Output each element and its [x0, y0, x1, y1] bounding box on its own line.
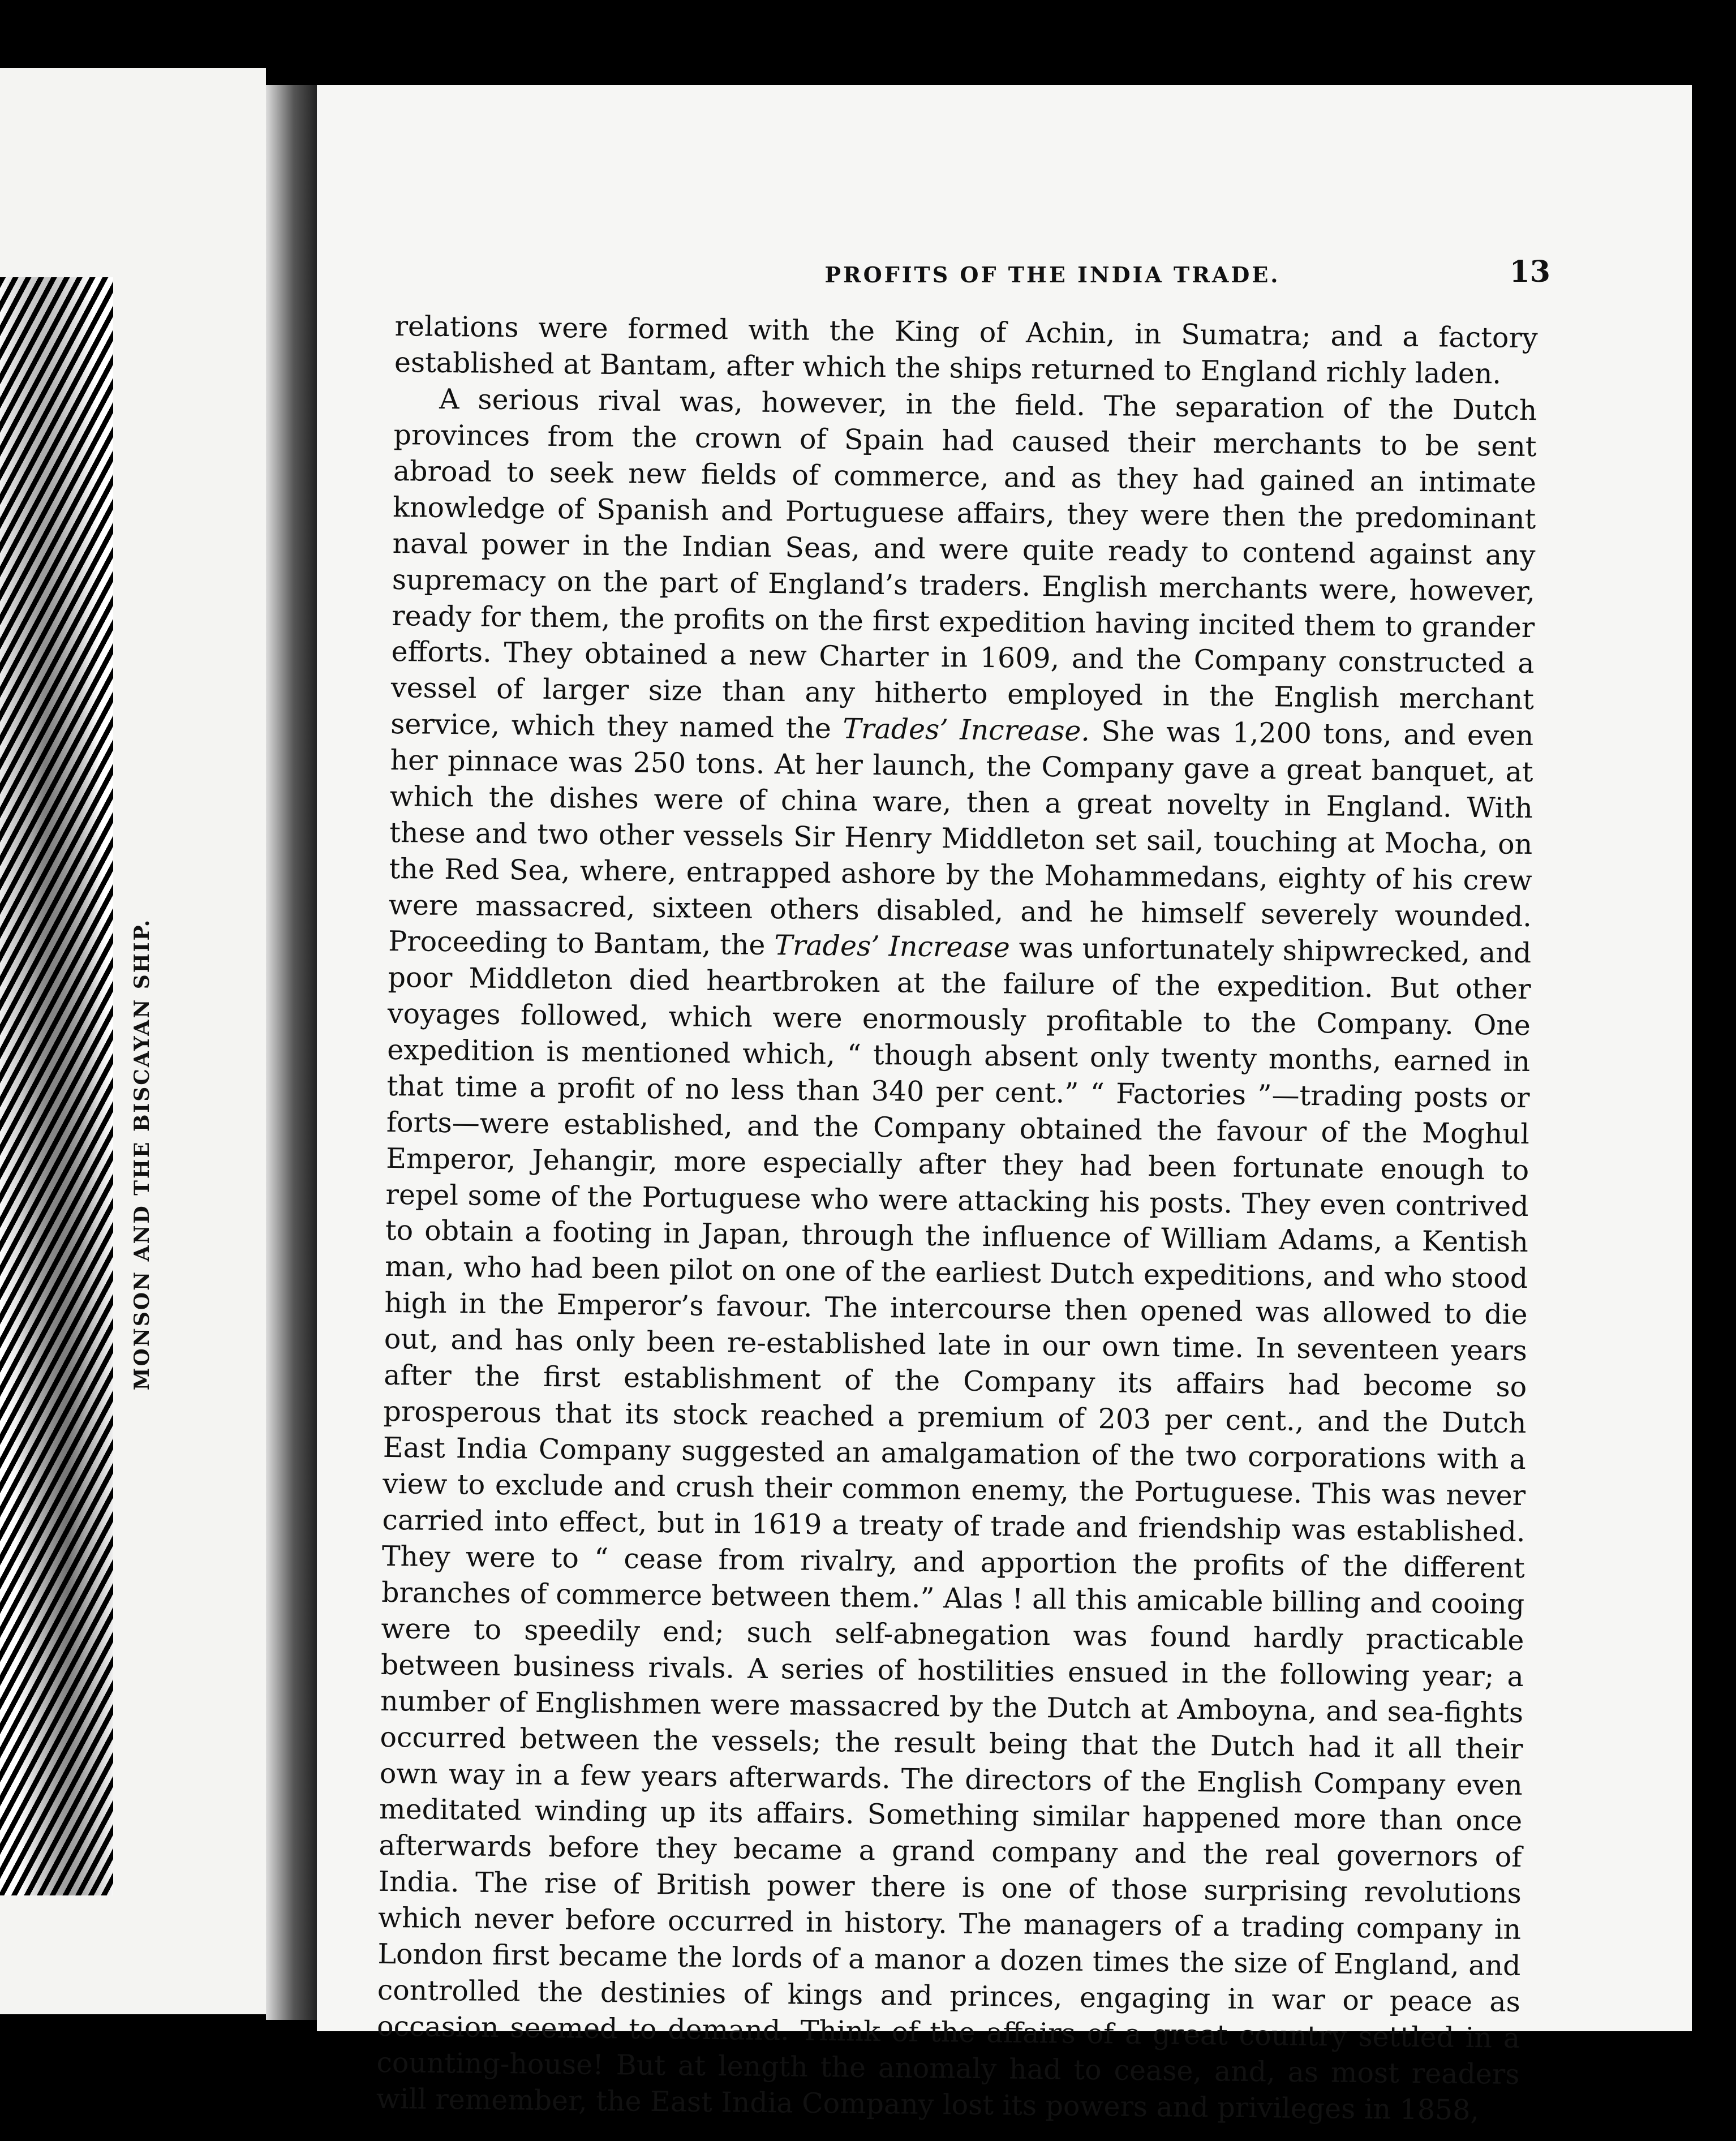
book-gutter — [266, 85, 317, 2020]
engraving-illustration — [0, 277, 113, 1895]
illustration-caption-area — [105, 905, 179, 1403]
running-head: PROFITS OF THE INDIA TRADE. — [824, 262, 1280, 287]
paragraph-2 — [376, 381, 1537, 2129]
page-number: 13 — [1509, 255, 1550, 289]
right-page — [317, 85, 1692, 2127]
body-text — [376, 308, 1538, 2129]
ship-name-italic: Trades’ Increase. — [843, 712, 1090, 748]
paragraph-2-part-b: She was 1,200 tons, and even her pinnace was 250 tons. At her launch, the Company gave a great banquet, at which the dishes were of china ware, then a great novelty in England. With these and two other vessels Sir Henry Middleton set sail, touching at Mocha, on the Red Sea, where, entrapped ashore by the Mohammedans, eighty of his crew were massacred, sixteen others disabled, and he himself severely wounded. Proceeding to Bantam, the — [388, 715, 1534, 962]
paragraph-2-part-c: was unfortunately shipwrecked, and poor Middleton died heartbroken at the failure of the expedition. But other voyages followed, which were enormously profitable to the Company. One expedition is mentioned which, “ though absent only twenty months, earned in that time a profit of no less than 340 per cent.” “ Factories ”—trading posts or forts—were established, and the Company obtained the favour of the Moghul Emperor, Jehangir, more especially after they had been fortunate enough to repel some of the Portuguese who were attacking his posts. They even contrived to obtain a footing in Japan, through the influence of William Adams, a Kentish man, who had been pilot on one of the earliest Dutch expeditions, and who stood high in the Emperor’s favour. The intercourse then opened was allowed to die out, and has only been re-established late in our own time. In seventeen years after the first establishment of the Company its affairs had become so prosperous that its stock reached a premium of 203 per cent., and the Dutch East India Company suggested an amalgamation of the two corporations with a view to exclude and crush their common enemy, the Portuguese. This was never carried into effect, but in 1619 a treaty of trade and friendship was established. They were to “ cease from rivalry, and apportion the profits of the different branches of commerce between them.” Alas ! all this amicable billing and cooing were to speedily end; such self-abnegation was found hardly practicable between business rivals. A series of hostilities ensued in the following year; a number of Englishmen were massacred by the Dutch at Amboyna, and sea-fights occurred between the vessels; the result being that the Dutch had it all their own way in a few years afterwards. The directors of the English Company even meditated winding up its affairs. Something similar happened more than once afterwards before they became a grand company and the real governors of India. The rise of British power there is one of those surprising revolutions which never before occurred in history. The managers of a trading company in London first became the lords of a manor a dozen times the size of England, and controlled the destinies of kings and princes, engaging in war or peace as occasion seemed to demand. Think of the affairs of a great country settled in a counting-house! But at length the anomaly had to cease, and, as most readers will remember, the East India Company lost its powers and privileges in 1858, — [376, 931, 1532, 2127]
ship-name-italic-2: Trades’ Increase — [774, 929, 1011, 964]
illustration-caption: MONSON AND THE BISCAYAN SHIP. — [130, 918, 154, 1391]
paragraph-2-part-a: A serious rival was, however, in the field. The separation of the Dutch provinces from the crown of Spain had caused their merchants to be sent abroad to seek new fields of commerce, and as they had gained an intimate knowledge of Spanish and Portuguese affairs, they were then the predominant naval power in the Indian Seas, and were quite ready to contend against any supremacy on the part of England’s traders. English merchants were, however, ready for them, the profits on the first expedition having incited them to grander efforts. They obtained a new Charter in 1609, and the Company constructed a vessel of larger size than any hitherto employed in the English merchant service, which they named the — [390, 382, 1537, 745]
paragraph-1: relations were formed with the King of Achin, in Sumatra; and a factory established at Bantam, after which the ships returned to England richly laden. — [394, 309, 1538, 390]
left-facing-page — [0, 68, 266, 2014]
